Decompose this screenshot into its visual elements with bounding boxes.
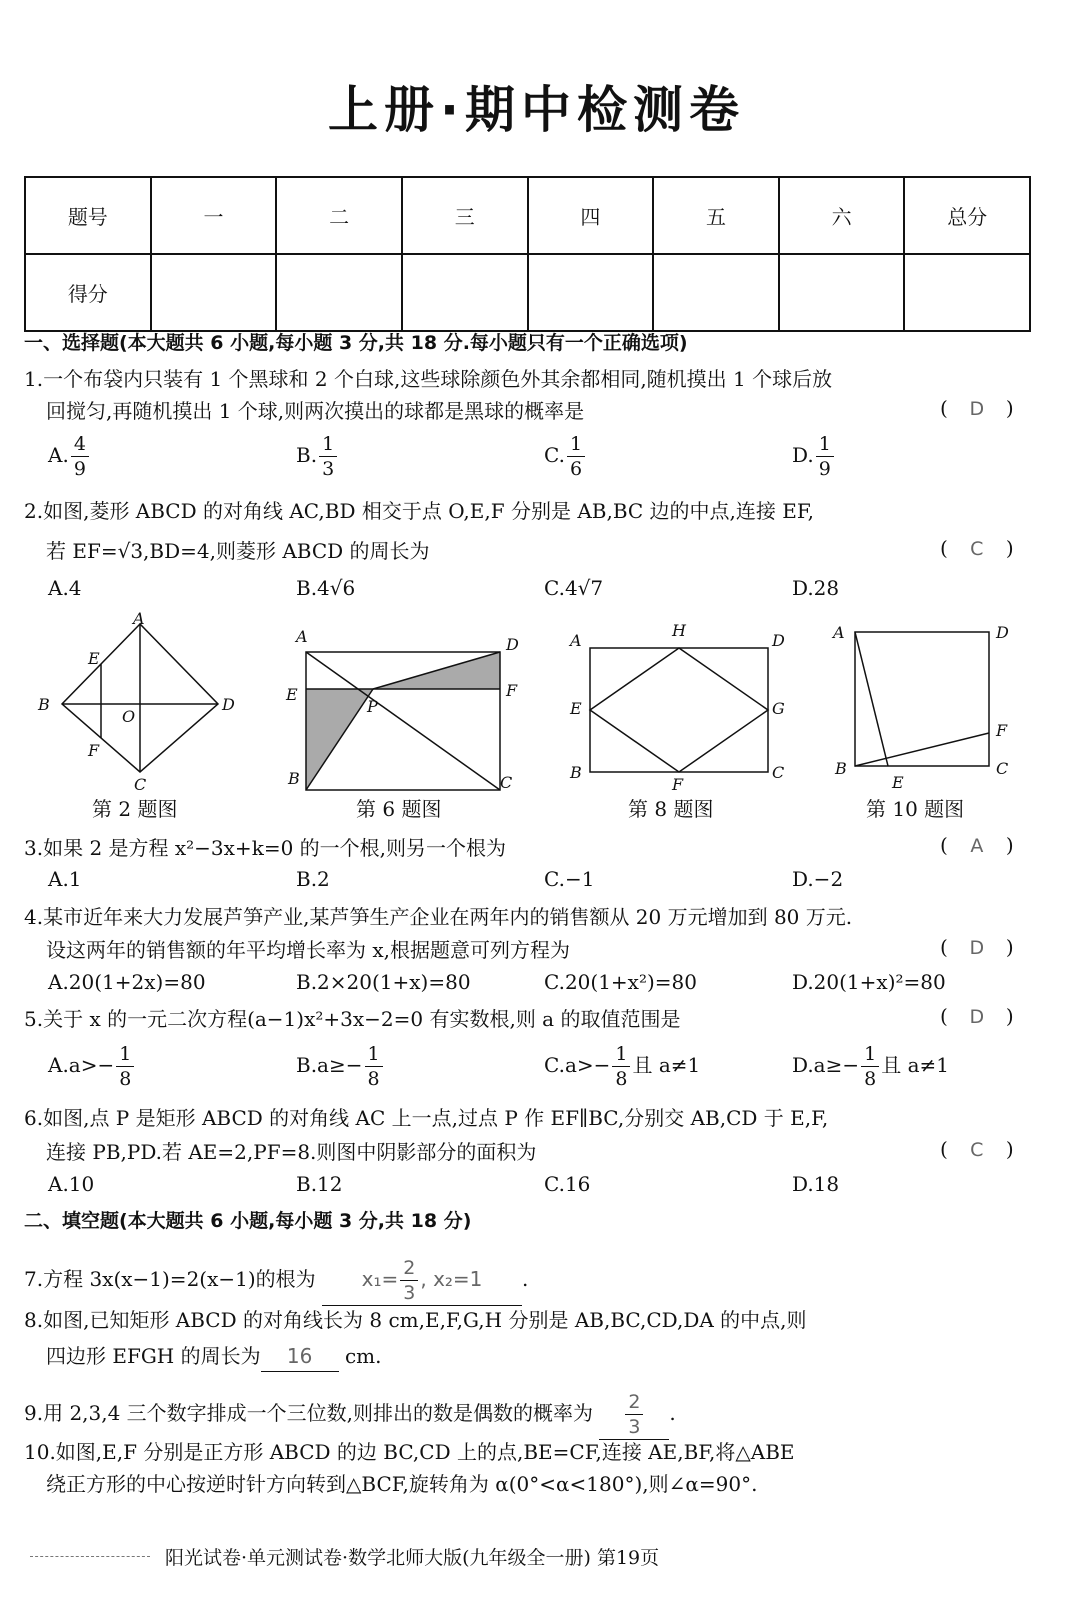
- point-label: C: [996, 759, 1009, 778]
- point-label: E: [570, 699, 582, 718]
- score-cell[interactable]: [528, 254, 654, 331]
- answer-mark: A: [970, 835, 984, 857]
- answer-mark: D: [969, 398, 985, 420]
- option-label: A.: [48, 443, 69, 467]
- segment-bf: [855, 733, 989, 766]
- question-text: 若 EF=√3,BD=4,则菱形 ABCD 的周长为: [46, 539, 430, 563]
- denominator: 3: [403, 1282, 416, 1304]
- answer-mark: D: [969, 1006, 985, 1028]
- answer-bracket: ( D ): [940, 1004, 1014, 1028]
- numerator: 1: [319, 432, 337, 457]
- question-text: 8.如图,已知矩形 ABCD 的对角线长为 8 cm,E,F,G,H 分别是 AB,BC,CD,DA 的中点,则: [24, 1308, 807, 1332]
- point-label: F: [506, 681, 518, 700]
- page-title: 上册·期中检测卷: [328, 81, 745, 139]
- point-label: F: [672, 775, 684, 794]
- answer-bracket: ( C ): [940, 1137, 1014, 1161]
- numerator: 1: [116, 1042, 134, 1067]
- fraction: [71, 432, 89, 481]
- question-text: 10.如图,E,F 分别是正方形 ABCD 的边 BC,CD 上的点,BE=CF,连接 AE,BF,将△ABE: [24, 1440, 795, 1464]
- point-label: A: [833, 623, 845, 642]
- denominator: 8: [119, 1068, 132, 1090]
- numerator: 4: [71, 432, 89, 457]
- question-text: 绕正方形的中心按逆时针方向转到△BCF,旋转角为 α(0°<α<180°),则∠α=90°.: [46, 1472, 758, 1496]
- option: [544, 432, 587, 481]
- point-label: D: [222, 695, 235, 714]
- option-tail: 且 a≠1: [632, 1053, 701, 1077]
- option: A.1: [48, 867, 82, 891]
- figure-caption: 第 8 题图: [628, 797, 714, 821]
- score-cell[interactable]: [779, 254, 905, 331]
- point-label: B: [570, 763, 582, 782]
- question-text: 设这两年的销售额的年平均增长率为 x,根据题意可列方程为: [46, 938, 570, 962]
- question-text: 3.如果 2 是方程 x²−3x+k=0 的一个根,则另一个根为: [24, 836, 507, 860]
- question-text: [24, 1256, 528, 1306]
- denominator: 9: [818, 458, 831, 480]
- answer-mark: D: [969, 937, 985, 959]
- point-label: D: [996, 623, 1009, 642]
- table-cell: 四: [528, 177, 654, 254]
- option: [792, 1042, 949, 1091]
- denominator: 3: [322, 458, 335, 480]
- option: A.4: [48, 576, 82, 600]
- point-label: B: [38, 695, 50, 714]
- point-label: E: [88, 649, 100, 668]
- question-prefix: 7.方程 3x(x−1)=2(x−1)的根为: [24, 1267, 316, 1291]
- option: C.20(1+x²)=80: [544, 970, 697, 994]
- option: D.28: [792, 576, 840, 600]
- question-text: 4.某市近年来大力发展芦笋产业,某芦笋生产企业在两年内的销售额从 20 万元增加到 80 万元.: [24, 905, 853, 929]
- table-cell: 得分: [25, 254, 151, 331]
- option: [544, 1042, 700, 1091]
- fig10-square: [855, 632, 989, 766]
- numerator: 1: [816, 432, 834, 457]
- option: D.−2: [792, 867, 844, 891]
- option: [296, 1042, 385, 1091]
- table-cell: 三: [402, 177, 528, 254]
- option-label: D.: [792, 443, 814, 467]
- option: [48, 432, 91, 481]
- question-text: 回搅匀,再随机摸出 1 个球,则两次摸出的球都是黑球的概率是: [46, 399, 585, 423]
- question-suffix: .: [522, 1267, 529, 1291]
- answer-bracket: ( A ): [940, 833, 1014, 857]
- score-cell[interactable]: [653, 254, 779, 331]
- fig2-rhombus: [62, 624, 218, 772]
- figure-caption: 第 10 题图: [866, 797, 965, 821]
- fraction: [116, 1042, 134, 1091]
- question-text: 1.一个布袋内只装有 1 个黑球和 2 个白球,这些球除颜色外其余都相同,随机摸出 1 个球后放: [24, 367, 833, 391]
- option: B.4√6: [296, 576, 356, 600]
- fig6-rectangle: [306, 652, 500, 790]
- point-label: B: [288, 769, 300, 788]
- figure-caption: 第 6 题图: [356, 797, 442, 821]
- question-text: [46, 1341, 382, 1372]
- fig8-rectangle: [590, 648, 768, 772]
- option: A.20(1+2x)=80: [48, 970, 206, 994]
- answer-mark: C: [970, 538, 984, 560]
- option-label: B.a≥−: [296, 1053, 363, 1077]
- point-label: E: [892, 773, 904, 792]
- option: B.2×20(1+x)=80: [296, 970, 471, 994]
- answer-text: x₁=: [361, 1267, 399, 1291]
- point-label: D: [506, 635, 519, 654]
- score-table-header-row: [25, 177, 1030, 254]
- question-text: 2.如图,菱形 ABCD 的对角线 AC,BD 相交于点 O,E,F 分别是 AB,BC 边的中点,连接 EF,: [24, 499, 814, 523]
- option: C.−1: [544, 867, 595, 891]
- score-cell[interactable]: [402, 254, 528, 331]
- option: C.16: [544, 1172, 591, 1196]
- option: D.18: [792, 1172, 840, 1196]
- fraction: [567, 432, 585, 481]
- table-cell: 二: [276, 177, 402, 254]
- fraction: [400, 1256, 418, 1305]
- option: A.10: [48, 1172, 95, 1196]
- point-label: A: [570, 631, 582, 650]
- figures-row: [30, 612, 1040, 802]
- table-cell: 一: [151, 177, 277, 254]
- figure-caption: 第 2 题图: [92, 797, 178, 821]
- segment-ae: [855, 632, 888, 766]
- denominator: 8: [615, 1068, 628, 1090]
- option: B.12: [296, 1172, 343, 1196]
- table-cell: 六: [779, 177, 905, 254]
- score-table-score-row: [25, 254, 1030, 331]
- section-heading: 一、选择题(本大题共 6 小题,每小题 3 分,共 18 分.每小题只有一个正确选项): [24, 332, 688, 354]
- answer-blank[interactable]: [322, 1256, 522, 1306]
- option: [792, 432, 836, 481]
- option: D.20(1+x)²=80: [792, 970, 946, 994]
- option: B.2: [296, 867, 330, 891]
- point-label: A: [296, 627, 308, 646]
- answer-bracket: ( D ): [940, 935, 1014, 959]
- point-label: P: [367, 697, 378, 716]
- option: [296, 432, 339, 481]
- denominator: 6: [569, 458, 583, 480]
- option-tail: 且 a≠1: [881, 1053, 949, 1077]
- table-cell: 题号: [25, 177, 151, 254]
- question-text: 连接 PB,PD.若 AE=2,PF=8.则图中阴影部分的面积为: [46, 1140, 537, 1164]
- point-label: C: [500, 773, 513, 792]
- denominator: 3: [628, 1416, 641, 1438]
- question-suffix: cm.: [344, 1344, 382, 1368]
- fraction: [365, 1042, 383, 1091]
- page-footer: 阳光试卷·单元测试卷·数学北师大版(九年级全一册) 第19页: [165, 1547, 660, 1569]
- point-label: H: [672, 621, 686, 640]
- answer-blank[interactable]: [599, 1390, 669, 1440]
- numerator: 2: [400, 1256, 418, 1281]
- point-label: E: [286, 685, 298, 704]
- point-label: B: [835, 759, 847, 778]
- score-cell[interactable]: [276, 254, 402, 331]
- point-label: F: [88, 741, 100, 760]
- answer-bracket: ( C ): [940, 536, 1014, 560]
- point-label: D: [772, 631, 785, 650]
- answer-blank[interactable]: 16: [261, 1341, 339, 1372]
- question-suffix: .: [669, 1401, 676, 1425]
- option-label: C.a>−: [544, 1053, 611, 1077]
- option-label: D.a≥−: [792, 1053, 860, 1077]
- square-abcd: [855, 632, 989, 766]
- denominator: 9: [73, 458, 86, 480]
- point-label: A: [133, 612, 145, 628]
- score-table: [24, 176, 1031, 332]
- option-label: C.: [544, 443, 565, 467]
- fraction: [625, 1390, 643, 1439]
- table-cell: 五: [653, 177, 779, 254]
- point-label: C: [134, 775, 147, 794]
- answer-text: , x₂=1: [420, 1267, 483, 1291]
- question-text: [24, 1390, 676, 1440]
- fraction: [319, 432, 337, 481]
- answer-mark: C: [970, 1139, 984, 1161]
- question-prefix: 四边形 EFGH 的周长为: [46, 1344, 261, 1368]
- fraction: [816, 432, 834, 481]
- option-label: B.: [296, 443, 318, 467]
- question-prefix: 9.用 2,3,4 三个数字排成一个三位数,则排出的数是偶数的概率为: [24, 1401, 594, 1425]
- question-text: 5.关于 x 的一元二次方程(a−1)x²+3x−2=0 有实数根,则 a 的取值范围是: [24, 1007, 681, 1031]
- denominator: 8: [367, 1068, 380, 1090]
- question-text: 6.如图,点 P 是矩形 ABCD 的对角线 AC 上一点,过点 P 作 EF∥BC,分别交 AB,CD 于 E,F,: [24, 1106, 829, 1130]
- numerator: 1: [612, 1042, 630, 1067]
- option: C.4√7: [544, 576, 604, 600]
- score-cell[interactable]: [151, 254, 277, 331]
- section-heading: 二、填空题(本大题共 6 小题,每小题 3 分,共 18 分): [24, 1210, 472, 1232]
- numerator: 1: [861, 1042, 879, 1067]
- point-label: C: [772, 763, 785, 782]
- denominator: 8: [864, 1068, 877, 1090]
- fraction: [861, 1042, 879, 1091]
- option: [48, 1042, 136, 1091]
- footer-divider: [30, 1556, 150, 1557]
- fraction: [612, 1042, 630, 1091]
- numerator: 2: [625, 1390, 643, 1415]
- point-label: G: [772, 699, 785, 718]
- point-label: F: [996, 721, 1008, 740]
- rect-abcd: [590, 648, 768, 772]
- score-cell[interactable]: [904, 254, 1030, 331]
- answer-bracket: ( D ): [940, 396, 1014, 420]
- numerator: 1: [365, 1042, 383, 1067]
- numerator: 1: [567, 432, 585, 457]
- rhombus-efgh: [590, 648, 768, 772]
- option-label: A.a>−: [48, 1053, 115, 1077]
- point-label: O: [122, 707, 136, 726]
- table-cell: 总分: [904, 177, 1030, 254]
